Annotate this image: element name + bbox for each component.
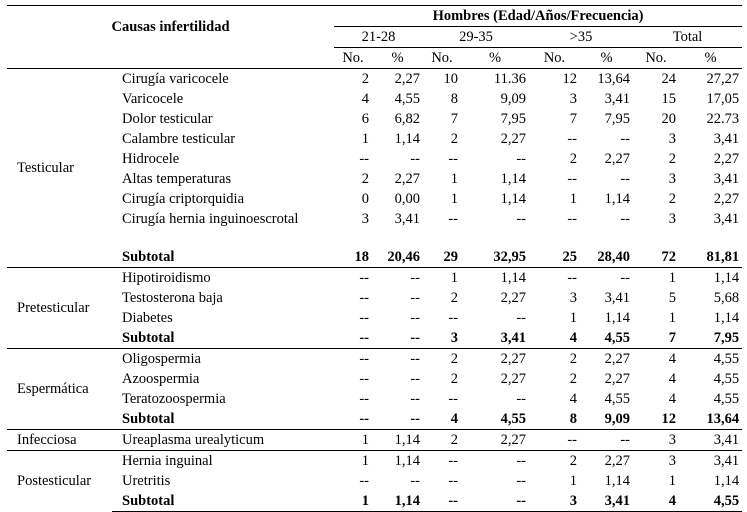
percent-cell: 1,14 <box>372 451 423 472</box>
percent-cell: 13,64 <box>580 69 633 90</box>
category-label: Testicular <box>7 69 112 268</box>
count-cell: 1 <box>450 191 459 207</box>
count-cell: 2 <box>450 131 459 147</box>
count-cell: 3 <box>633 430 679 451</box>
percent-cell: 4,55 <box>394 91 421 107</box>
percent-cell: -- <box>620 211 631 227</box>
percent-cell: -- <box>410 473 421 489</box>
percent-cell: 7,95 <box>713 330 740 346</box>
count-cell: 8 <box>569 411 578 427</box>
col-pct-header: % <box>461 48 529 69</box>
cause-label: Azoospermia <box>122 371 200 387</box>
percent-cell: 1,14 <box>604 473 631 489</box>
percent-cell: 4,55 <box>604 391 631 407</box>
cause-label: Ureaplasma urealyticum <box>112 430 334 451</box>
count-cell: 3 <box>569 290 578 306</box>
percent-cell: 9,09 <box>604 411 631 427</box>
percent-cell: 1,14 <box>394 131 421 147</box>
percent-cell: 2,27 <box>394 171 421 187</box>
count-cell: 4 <box>450 411 459 427</box>
percent-cell: 2,27 <box>461 430 529 451</box>
count-cell: -- <box>529 430 580 451</box>
percent-cell: 3,41 <box>604 290 631 306</box>
percent-cell: -- <box>410 151 421 167</box>
count-cell: -- <box>448 211 459 227</box>
col-no-header: No. <box>529 48 580 69</box>
count-cell: -- <box>448 151 459 167</box>
percent-cell: 7,95 <box>604 111 631 127</box>
table-row <box>7 389 742 409</box>
percent-cell: -- <box>516 211 527 227</box>
count-cell: 1 <box>423 268 461 289</box>
percent-cell: 6,82 <box>394 111 421 127</box>
percent-cell: 28,40 <box>597 249 631 265</box>
count-cell: 1 <box>569 310 578 326</box>
percent-cell: 2,27 <box>461 349 529 370</box>
count-cell: 29 <box>443 249 459 265</box>
count-cell: 2 <box>423 430 461 451</box>
count-cell: -- <box>359 290 370 306</box>
table-row <box>7 471 742 491</box>
percent-cell: 17,05 <box>706 91 740 107</box>
table-row <box>7 451 742 472</box>
age-group-header: 21-28 <box>334 27 423 48</box>
header-spacer <box>7 48 334 69</box>
percent-cell: 1,14 <box>372 491 423 512</box>
spacer-row <box>7 229 742 247</box>
count-cell: 7 <box>569 111 578 127</box>
percent-cell: 4,55 <box>500 411 527 427</box>
percent-cell: 1,14 <box>713 310 740 326</box>
cause-label: Hernia inguinal <box>112 451 334 472</box>
subtotal-row <box>7 491 742 512</box>
cause-label: Cirugía hernia inguinoescrotal <box>122 211 299 227</box>
count-cell: 3 <box>361 211 370 227</box>
cause-label: Cirugía varicocele <box>112 69 334 90</box>
cause-label: Uretritis <box>122 473 171 489</box>
count-cell: 4 <box>633 491 679 512</box>
percent-cell: 2,27 <box>500 131 527 147</box>
count-cell: -- <box>448 473 459 489</box>
cause-label: Dolor testicular <box>122 111 213 127</box>
table-row <box>7 369 742 389</box>
percent-cell: -- <box>410 290 421 306</box>
subtotal-label: Subtotal <box>122 330 175 346</box>
count-cell: 4 <box>668 391 677 407</box>
percent-cell: 2,27 <box>580 349 633 370</box>
percent-cell: 2,27 <box>713 191 740 207</box>
count-cell: 4 <box>668 371 677 387</box>
infertility-causes-table <box>7 5 742 512</box>
count-cell: 7 <box>450 111 459 127</box>
count-cell: 7 <box>668 330 677 346</box>
percent-cell: -- <box>410 411 421 427</box>
percent-cell: 2,27 <box>500 371 527 387</box>
subtotal-label: Subtotal <box>112 491 334 512</box>
count-cell: -- <box>359 371 370 387</box>
table-header <box>7 6 742 69</box>
count-cell: 2 <box>450 371 459 387</box>
percent-cell: -- <box>461 451 529 472</box>
cause-label: Oligospermia <box>112 349 334 370</box>
subtotal-label: Subtotal <box>122 411 175 427</box>
cause-label: Cirugía criptorquidia <box>122 191 245 207</box>
table-row <box>7 129 742 149</box>
count-cell: 3 <box>668 171 677 187</box>
count-cell: 1 <box>668 310 677 326</box>
count-cell: 15 <box>661 91 677 107</box>
percent-cell: 9,09 <box>500 91 527 107</box>
count-cell: 2 <box>423 349 461 370</box>
group-title-header: Hombres (Edad/Años/Frecuencia) <box>334 6 742 27</box>
percent-cell: -- <box>410 391 421 407</box>
count-cell: -- <box>359 411 370 427</box>
count-cell: -- <box>359 391 370 407</box>
table-row <box>7 308 742 328</box>
table-row <box>7 149 742 169</box>
percent-cell: 3,41 <box>713 211 740 227</box>
count-cell: 4 <box>569 391 578 407</box>
percent-cell: 4,55 <box>679 491 742 512</box>
count-cell: 72 <box>661 249 677 265</box>
count-cell: 8 <box>450 91 459 107</box>
percent-cell: 22.73 <box>706 111 740 127</box>
percent-cell: 4,55 <box>604 330 631 346</box>
count-cell: 25 <box>562 249 578 265</box>
percent-cell: 7,95 <box>500 111 527 127</box>
count-cell: 3 <box>569 91 578 107</box>
count-cell: 4 <box>569 330 578 346</box>
percent-cell: 1,14 <box>500 171 527 187</box>
count-cell: 2 <box>668 191 677 207</box>
count-cell: 12 <box>661 411 677 427</box>
table-row <box>7 189 742 209</box>
table-body <box>7 69 742 512</box>
percent-cell: 2,27 <box>500 290 527 306</box>
row-label-header: Causas infertilidad <box>7 6 334 48</box>
spacer-cell <box>112 229 742 247</box>
count-cell: -- <box>423 451 461 472</box>
col-pct-header: % <box>580 48 633 69</box>
percent-cell: 3,41 <box>580 491 633 512</box>
count-cell: -- <box>448 391 459 407</box>
count-cell: -- <box>334 268 372 289</box>
table-row <box>7 349 742 370</box>
percent-cell: 5,68 <box>713 290 740 306</box>
count-cell: 0 <box>361 191 370 207</box>
count-cell: 12 <box>529 69 580 90</box>
percent-cell: 2,27 <box>580 451 633 472</box>
percent-cell: -- <box>516 391 527 407</box>
percent-cell: 4,55 <box>713 371 740 387</box>
percent-cell: 1,14 <box>461 268 529 289</box>
cause-label: Teratozoospermia <box>122 391 226 407</box>
age-group-header: >35 <box>529 27 633 48</box>
count-cell: 2 <box>569 371 578 387</box>
percent-cell: 1,14 <box>500 191 527 207</box>
percent-cell: -- <box>410 330 421 346</box>
cause-label: Diabetes <box>122 310 173 326</box>
count-cell: 1 <box>569 473 578 489</box>
col-pct-header: % <box>372 48 423 69</box>
count-cell: 2 <box>334 69 372 90</box>
count-cell: 1 <box>334 491 372 512</box>
category-label: Pretesticular <box>7 268 112 349</box>
count-cell: 1 <box>569 191 578 207</box>
count-cell: -- <box>359 473 370 489</box>
col-no-header: No. <box>334 48 372 69</box>
percent-cell: -- <box>516 473 527 489</box>
count-cell: 2 <box>529 451 580 472</box>
cause-label: Altas temperaturas <box>122 171 232 187</box>
col-no-header: No. <box>633 48 679 69</box>
category-label: Postesticular <box>7 451 112 512</box>
percent-cell: 3,41 <box>679 451 742 472</box>
count-cell: 10 <box>423 69 461 90</box>
count-cell: 24 <box>633 69 679 90</box>
count-cell: 3 <box>668 211 677 227</box>
count-cell: 4 <box>633 349 679 370</box>
count-cell: -- <box>359 330 370 346</box>
table-row <box>7 288 742 308</box>
percent-cell: 13,64 <box>706 411 740 427</box>
age-group-header: Total <box>633 27 742 48</box>
percent-cell: 2,27 <box>604 371 631 387</box>
count-cell: -- <box>423 491 461 512</box>
percent-cell: 20,46 <box>387 249 421 265</box>
percent-cell: 3,41 <box>604 91 631 107</box>
count-cell: 3 <box>668 131 677 147</box>
count-cell: -- <box>448 310 459 326</box>
count-cell: 6 <box>361 111 370 127</box>
percent-cell: -- <box>461 491 529 512</box>
percent-cell: 3,41 <box>500 330 527 346</box>
subtotal-row <box>7 247 742 268</box>
percent-cell: 81,81 <box>706 249 740 265</box>
count-cell: 5 <box>668 290 677 306</box>
subtotal-label: Subtotal <box>122 249 175 265</box>
count-cell: -- <box>529 268 580 289</box>
table-row <box>7 69 742 90</box>
count-cell: 2 <box>668 151 677 167</box>
count-cell: 1 <box>668 473 677 489</box>
cause-label: Hidrocele <box>122 151 180 167</box>
count-cell: 2 <box>569 151 578 167</box>
count-cell: 1 <box>334 451 372 472</box>
percent-cell: 2,27 <box>604 151 631 167</box>
percent-cell: -- <box>580 430 633 451</box>
table-row <box>7 430 742 451</box>
percent-cell: 2,27 <box>713 151 740 167</box>
percent-cell: -- <box>372 349 423 370</box>
table-row <box>7 209 742 229</box>
count-cell: 18 <box>354 249 370 265</box>
col-pct-header: % <box>679 48 742 69</box>
count-cell: 4 <box>361 91 370 107</box>
count-cell: 1 <box>361 131 370 147</box>
percent-cell: 1,14 <box>679 268 742 289</box>
percent-cell: 2,27 <box>372 69 423 90</box>
count-cell: -- <box>359 151 370 167</box>
percent-cell: 3,41 <box>713 171 740 187</box>
count-cell: 1 <box>450 171 459 187</box>
age-group-header: 29-35 <box>423 27 529 48</box>
count-cell: -- <box>567 171 578 187</box>
count-cell: 20 <box>661 111 677 127</box>
subtotal-row <box>7 328 742 349</box>
percent-cell: 11.36 <box>461 69 529 90</box>
percent-cell: 3,41 <box>394 211 421 227</box>
count-cell: 3 <box>633 451 679 472</box>
percent-cell: -- <box>410 371 421 387</box>
count-cell: 3 <box>450 330 459 346</box>
percent-cell: -- <box>516 310 527 326</box>
col-no-header: No. <box>423 48 461 69</box>
count-cell: 2 <box>529 349 580 370</box>
percent-cell: 1,14 <box>604 191 631 207</box>
table-row <box>7 109 742 129</box>
percent-cell: 4,55 <box>679 349 742 370</box>
table-row <box>7 169 742 189</box>
cause-label: Calambre testicular <box>122 131 236 147</box>
percent-cell: 1,14 <box>713 473 740 489</box>
percent-cell: 3,41 <box>679 430 742 451</box>
count-cell: 2 <box>450 290 459 306</box>
count-cell: 1 <box>633 268 679 289</box>
count-cell: -- <box>359 310 370 326</box>
subtotal-row <box>7 409 742 430</box>
percent-cell: -- <box>620 131 631 147</box>
count-cell: -- <box>567 131 578 147</box>
count-cell: 3 <box>529 491 580 512</box>
percent-cell: -- <box>410 310 421 326</box>
percent-cell: 3,41 <box>713 131 740 147</box>
percent-cell: 32,95 <box>493 249 527 265</box>
percent-cell: -- <box>620 171 631 187</box>
cause-label: Hipotiroidismo <box>112 268 334 289</box>
percent-cell: -- <box>516 151 527 167</box>
cause-label: Testosterona baja <box>122 290 223 306</box>
table-row <box>7 89 742 109</box>
percent-cell: 0,00 <box>394 191 421 207</box>
count-cell: -- <box>334 349 372 370</box>
category-label: Espermática <box>7 349 112 430</box>
percent-cell: 1,14 <box>372 430 423 451</box>
percent-cell: 1,14 <box>604 310 631 326</box>
table-row <box>7 268 742 289</box>
cause-label: Varicocele <box>122 91 184 107</box>
percent-cell: 4,55 <box>713 391 740 407</box>
count-cell: 2 <box>361 171 370 187</box>
percent-cell: -- <box>580 268 633 289</box>
count-cell: -- <box>567 211 578 227</box>
count-cell: 1 <box>334 430 372 451</box>
percent-cell: -- <box>372 268 423 289</box>
category-label: Infecciosa <box>7 430 112 451</box>
percent-cell: 27,27 <box>679 69 742 90</box>
